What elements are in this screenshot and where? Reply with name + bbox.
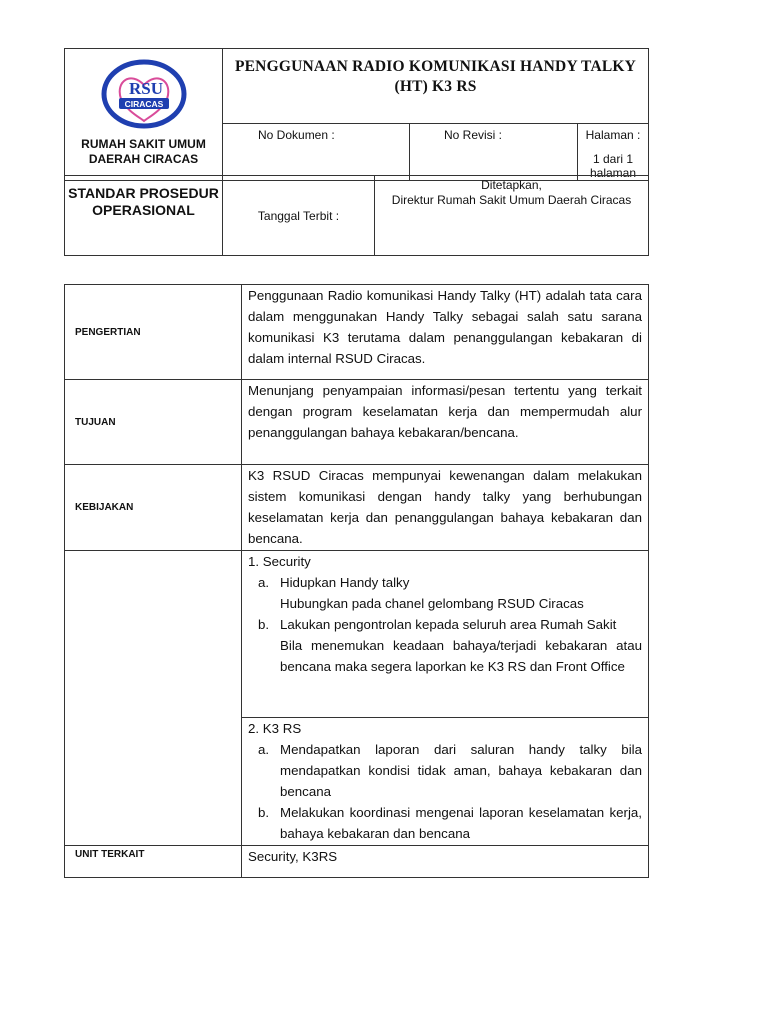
- kebijakan-label: KEBIJAKAN: [65, 465, 242, 551]
- list-subtext: Bila menemukan keadaan bahaya/terjadi kebakaran atau bencana maka segera laporkan ke K3 RS dan Front Office: [280, 638, 642, 674]
- prosedur-k3rs: [242, 718, 649, 846]
- direktur-text: Direktur Rumah Sakit Umum Daerah Ciracas: [391, 193, 632, 207]
- row-pengertian: [65, 285, 649, 380]
- logo-text: RSU: [128, 79, 163, 98]
- unit-terkait-label: UNIT TERKAIT: [65, 846, 242, 878]
- k3rs-heading: 2. K3 RS: [248, 721, 302, 736]
- list-text: Lakukan pengontrolan kepada seluruh area Rumah Sakit: [280, 617, 617, 632]
- halaman-label: Halaman :: [585, 128, 641, 142]
- security-heading: 1. Security: [248, 554, 311, 569]
- row-kebijakan: [65, 465, 649, 551]
- list-item: [258, 614, 642, 635]
- list-text: Hidupkan Handy talky: [280, 575, 410, 590]
- tujuan-label: TUJUAN: [65, 380, 242, 465]
- list-text: Melakukan koordinasi mengenai laporan keselamatan kerja, bahaya kebakaran dan bencana: [280, 805, 642, 841]
- list-item: [258, 572, 642, 593]
- sop-content-table: [64, 284, 649, 878]
- list-marker: a.: [258, 575, 270, 590]
- prosedur-label: [65, 551, 242, 846]
- halaman-value: 1 dari 1 halaman: [589, 152, 637, 180]
- ditetapkan-text: Ditetapkan,: [481, 178, 542, 192]
- sop-label: STANDAR PROSEDUR OPERASIONAL: [65, 176, 223, 256]
- prosedur-security: [242, 551, 649, 718]
- pengertian-label: PENGERTIAN: [65, 285, 242, 380]
- row-prosedur-security: [65, 551, 649, 718]
- hospital-name: RUMAH SAKIT UMUM DAERAH CIRACAS: [81, 137, 206, 166]
- list-subtext: Hubungkan pada chanel gelombang RSUD Ciracas: [280, 596, 584, 611]
- sop-header: [64, 175, 649, 256]
- halaman-cell: [578, 124, 649, 181]
- logo-subtext: CIRACAS: [124, 99, 163, 109]
- list-marker: b.: [258, 805, 270, 820]
- no-dokumen-label: No Dokumen :: [223, 124, 410, 181]
- list-text: Mendapatkan laporan dari saluran handy talky bila mendapatkan kondisi tidak aman, bahaya kebakaran dan bencana: [280, 742, 642, 799]
- list-item: [258, 802, 642, 844]
- document-header: [64, 48, 649, 181]
- document-title: PENGGUNAAN RADIO KOMUNIKASI HANDY TALKY (HT) K3 RS: [223, 49, 649, 124]
- tujuan-text: Menunjang penyampaian informasi/pesan tertentu yang terkait dengan program keselamatan kerja dan mempermudah alur penanggulangan bahaya kebakaran/bencana.: [242, 380, 649, 465]
- rsu-ciracas-logo: [101, 59, 187, 129]
- kebijakan-text: K3 RSUD Ciracas mempunyai kewenangan dalam melakukan sistem komunikasi dengan handy talky yang berhubungan keselamatan kerja dan penanggulangan bahaya kebakaran dan bencana.: [242, 465, 649, 551]
- list-marker: b.: [258, 617, 270, 632]
- list-marker: a.: [258, 742, 270, 757]
- row-unit-terkait: [65, 846, 649, 878]
- list-item: [258, 739, 642, 802]
- unit-terkait-text: Security, K3RS: [242, 846, 649, 878]
- row-tujuan: [65, 380, 649, 465]
- ditetapkan-cell: [375, 176, 649, 256]
- tanggal-terbit-label: Tanggal Terbit :: [223, 176, 375, 256]
- no-revisi-label: No Revisi :: [410, 124, 578, 181]
- pengertian-text: Penggunaan Radio komunikasi Handy Talky (HT) adalah tata cara dalam menggunakan Handy Talky sebagai salah satu sarana komunikasi K3 terutama dalam penanggulangan kebakaran di dalam internal RSUD Ciracas.: [242, 285, 649, 380]
- logo-cell: [65, 49, 223, 181]
